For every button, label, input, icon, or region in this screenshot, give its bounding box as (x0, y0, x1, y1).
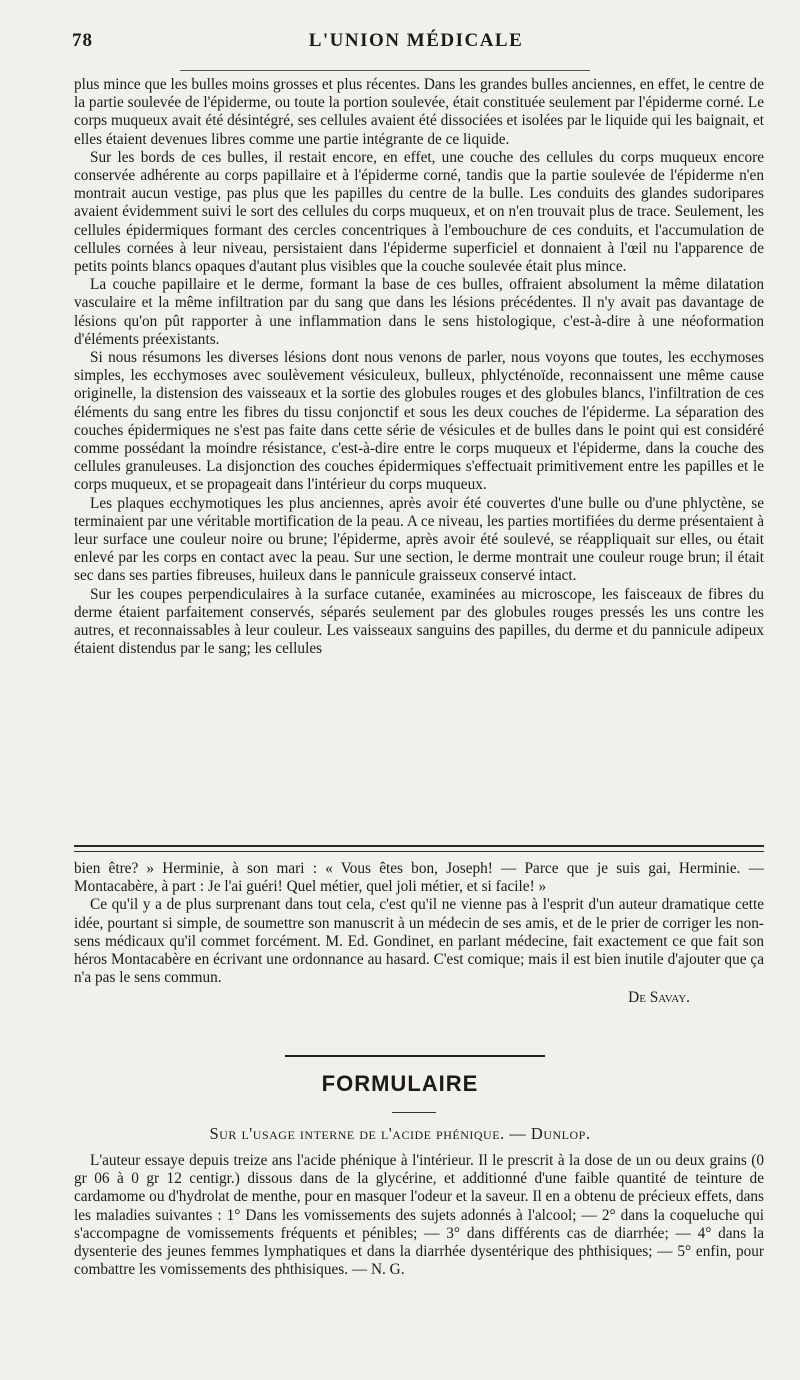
formula-body (74, 1152, 764, 1279)
article-body (74, 76, 764, 659)
article-paragraph: Les plaques ecchymotiques les plus anciennes, après avoir été couvertes d'une bulle ou d'une phlyctène, se terminaient par une véritable mortification de la peau. A ce niveau, les parties mortifiées du derme présentaient à leur surface une couleur noire ou brune; l'épiderme, après avoir été soulevé, se réappliquait sur elles, ou était enlevé par les corps en contact avec la peau. Sur une section, le derme montrait une couleur rouge brun; il était sec dans ses parties fibreuses, huileux dans le pannicule graisseux conservé intact. (74, 494, 764, 585)
header-rule (180, 70, 590, 71)
section-title-underline (392, 1112, 436, 1113)
article-paragraph: Sur les coupes perpendiculaires à la surface cutanée, examinées au microscope, les faisceaux de fibres du derme étaient parfaitement conservés, séparés seulement par des globules rouges pressés les uns contre les autres, et reconnaissables à leur couleur. Les vaisseaux sanguins des papilles, du derme et du pannicule adipeux étaient distendus par le sang; les cellules (74, 585, 764, 658)
feuilleton-separator (74, 845, 764, 852)
running-title: L'UNION MÉDICALE (308, 30, 524, 51)
feuilleton-body (74, 860, 764, 1008)
feuilleton-paragraph: bien être? » Herminie, à son mari : « Vous êtes bon, Joseph! — Parce que je suis gai, Herminie. — Montacabère, à part : Je l'ai guéri! Quel métier, quel joli métier, et si facile! » (74, 860, 764, 896)
page-header (72, 26, 760, 60)
author-signature: De Savay. (628, 989, 690, 1007)
section-title: FORMULAIRE (321, 1071, 479, 1096)
formula-title: Sur l'usage interne de l'acide phénique. — Dunlop. (209, 1124, 591, 1143)
article-paragraph: plus mince que les bulles moins grosses et plus récentes. Dans les grandes bulles anciennes, en effet, le centre de la partie soulevée de l'épiderme, ou toute la portion soulevée, était constituée seulement par l'épiderme corné. Le corps muqueux avait été désintégré, ses cellules avaient été dissociées et isolées par le liquide qui les baignait, et elles étaient devenues libres comme une partie intégrante de ce liquide. (74, 76, 764, 148)
article-paragraph: Sur les bords de ces bulles, il restait encore, en effet, une couche des cellules du corps muqueux encore conservée adhérente au corps papillaire et à l'épiderme corné, tandis que la partie soulevée de l'épiderme n'en montrait aucun vestige, pas plus que les papilles du centre de la bulle. Les conduits des glandes sudoripares avaient évidemment suivi le sort des cellules du corps muqueux, et on n'en trouvait plus de trace. Seulement, les cellules épidermiques formant des cercles concentriques à l'embouchure de ces conduits, et l'accumulation de cellules cornées à leur niveau, persistaient dans l'épiderme superficiel et donnaient à l'œil nu l'apparence de petits points blancs opaques d'autant plus visibles que la couche soulevée était plus mince. (74, 148, 764, 276)
feuilleton-paragraph: Ce qu'il y a de plus surprenant dans tout cela, c'est qu'il ne vienne pas à l'esprit d'un auteur dramatique cette idée, pourtant si simple, de soumettre son manuscrit à un médecin de ses amis, et de le prier de corriger les non-sens médicaux qu'il commet forcément. M. Ed. Gondinet, en parlant médecine, fait exactement ce que fait son héros Montacabère en écrivant une ordonnance au hasard. C'est comique; mais il est bien inutile d'ajouter que ça n'a pas le sens commun. (74, 896, 764, 987)
page-number: 78 (72, 30, 93, 51)
article-paragraph: La couche papillaire et le derme, formant la base de ces bulles, offraient absolument la même dilatation vasculaire et la même infiltration par du sang que dans les lésions précédentes. Il n'y avait pas davantage de lésions qu'on pût rapporter à une inflammation dans le sens histologique, c'est-à-dire à une néoformation d'éléments préexistants. (74, 276, 764, 348)
formula-paragraph: L'auteur essaye depuis treize ans l'acide phénique à l'intérieur. Il le prescrit à la dose de un ou deux grains (0 gr 06 à 0 gr 12 centigr.) dissous dans de la glycérine, et additionné d'une faible quantité de teinture de cardamome ou d'hydrolat de menthe, pour en masquer l'odeur et la saveur. Il en a obtenu de précieux effets, dans les maladies suivantes : 1° Dans les vomissements des sujets adonnés à l'alcool; — 2° dans la coqueluche qui s'accompagne de vomissements fréquents et pénibles; — 3° dans différents cas de diarrhée; — 4° dans la dysenterie des jeunes femmes lymphatiques et dans la diarrhée dysentérique des phthisiques; — 5° enfin, pour combattre les vomissements des phthisiques. — N. G. (74, 1152, 764, 1279)
section-rule (285, 1055, 545, 1057)
article-paragraph: Si nous résumons les diverses lésions dont nous venons de parler, nous voyons que toutes, les ecchymoses simples, les ecchymoses avec soulèvement vésiculeux, bulleux, phlycténoïde, reconnaissent une même cause originelle, la distension des vaisseaux et la sortie des globules rouges et des globules blancs, l'infiltration de ces éléments du sang entre les fibres du tissu conjonctif et sous les deux couches de l'épiderme. La séparation des couches épidermiques ne s'est pas faite dans cette série de vésicules et de bulles dans le point qui est considéré comme possédant la moindre résistance, c'est-à-dire entre le corps muqueux et l'épiderme, dans la couche des cellules granuleuses. La disjonction des couches épidermiques s'effectuait primitivement entre les papilles et le corps muqueux, et se propageait dans l'intérieur du corps muqueux. (74, 349, 764, 494)
